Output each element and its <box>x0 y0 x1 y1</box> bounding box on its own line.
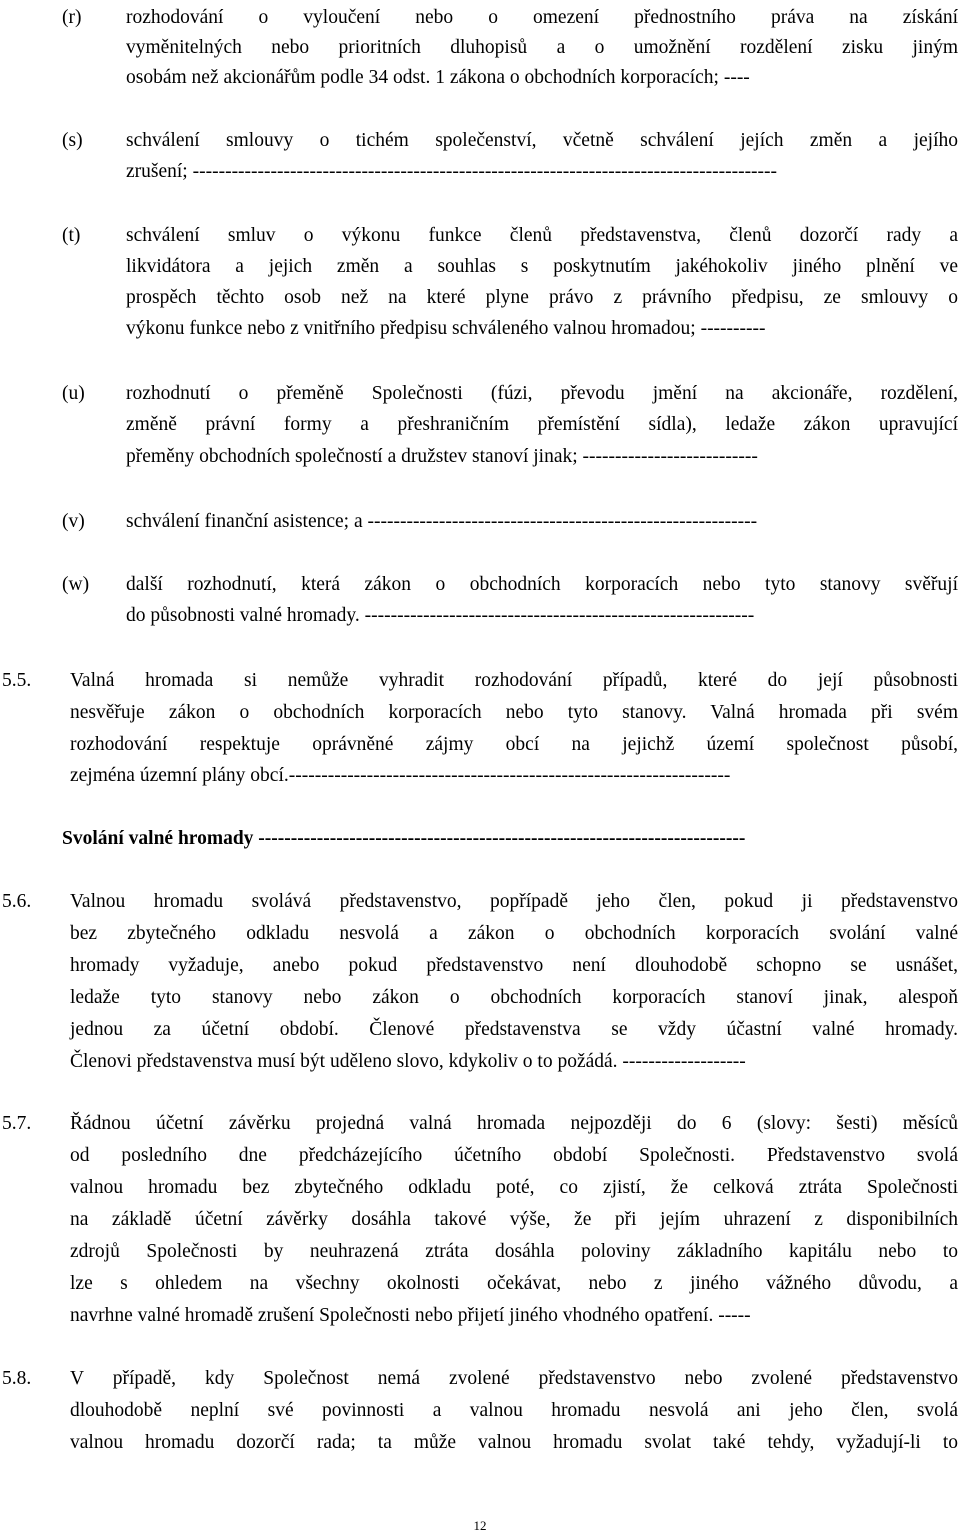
item-u-line-3: přeměny obchodních společností a družstev stanoví jinak; --------------------------- <box>126 446 758 467</box>
section-5-7-line-7: navrhne valné hromadě zrušení Společnosti nebo přijetí jiného vhodného opatření. ----- <box>70 1305 751 1326</box>
item-w-line-1: další rozhodnutí, která zákon o obchodních korporacích nebo tyto stanovy svěřují <box>126 574 958 595</box>
list-label-t: (t) <box>62 225 81 246</box>
section-5-7-line-3: valnou hromadu bez zbytečného odkladu poté, co zjistí, že celková ztráta Společnosti <box>70 1177 958 1198</box>
section-5-7-line-5: zdrojů Společnosti by neuhrazená ztráta dosáhla poloviny základního kapitálu nebo to <box>70 1241 958 1262</box>
section-5-7-line-4: na základě účetní závěrky dosáhla takové výše, že při jejím uhrazení z disponibilních <box>70 1209 958 1230</box>
item-u-line-2: změně právní formy a přeshraničním přemístění sídla), ledaže zákon upravující <box>126 414 958 435</box>
section-5-5-line-4: zejména územní plány obcí.-------------------------------------------------------------------- <box>70 765 731 786</box>
section-5-6-line-6: Členovi představenstva musí být uděleno slovo, kdykoliv o to požádá. ------------------- <box>70 1051 746 1072</box>
section-5-6-line-5: jednou za účetní období. Členové představenstva se vždy účastní valné hromady. <box>70 1019 958 1040</box>
list-label-u: (u) <box>62 383 85 404</box>
list-label-w: (w) <box>62 574 90 595</box>
item-v-line-1: schválení finanční asistence; a ------------------------------------------------------------ <box>126 511 758 532</box>
item-t-line-3: prospěch těchto osob než na které plyne právo z právního předpisu, ze smlouvy o <box>126 287 958 308</box>
section-5-7-line-1: Řádnou účetní závěrku projedná valná hromada nejpozději do 6 (slovy: šesti) měsíců <box>70 1113 958 1134</box>
list-label-s: (s) <box>62 130 83 151</box>
section-5-8-line-3: valnou hromadu dozorčí rada; ta může valnou hromadu svolat také tehdy, vyžadují-li to <box>70 1432 958 1453</box>
section-heading-svolani: Svolání valné hromady --------------------------------------------------------------------------- <box>62 828 746 849</box>
section-number-5-6: 5.6. <box>2 891 32 912</box>
item-t-line-2: likvidátora a jejich změn a souhlas s poskytnutím jakéhokoliv jiného plnění ve <box>126 256 958 277</box>
section-5-5-line-1: Valná hromada si nemůže vyhradit rozhodování případů, které do její působnosti <box>70 670 958 691</box>
section-5-6-line-2: bez zbytečného odkladu nesvolá a zákon o obchodních korporacích svolání valné <box>70 923 958 944</box>
section-5-5-line-2: nesvěřuje zákon o obchodních korporacích nebo tyto stanovy. Valná hromada při svém <box>70 702 958 723</box>
section-5-7-line-2: od posledního dne předcházejícího účetního období Společnosti. Představenstvo svolá <box>70 1145 958 1166</box>
item-r-line-2: vyměnitelných nebo prioritních dluhopisů a o umožnění rozdělení zisku jiným <box>126 37 958 58</box>
section-5-8-line-2: dlouhodobě neplní své povinnosti a valnou hromadu nesvolá ani jeho člen, svolá <box>70 1400 958 1421</box>
item-r-line-1: rozhodování o vyloučení nebo o omezení přednostního práva na získání <box>126 7 958 28</box>
list-label-r: (r) <box>62 7 82 28</box>
section-number-5-7: 5.7. <box>2 1113 32 1134</box>
section-number-5-8: 5.8. <box>2 1368 32 1389</box>
item-s-line-2: zrušení; ------------------------------------------------------------------------------------------ <box>126 161 778 182</box>
list-label-v: (v) <box>62 511 85 532</box>
section-5-7-line-6: lze s ohledem na všechny okolnosti očekávat, nebo z jiného vážného důvodu, a <box>70 1273 958 1294</box>
section-5-5-line-3: rozhodování respektuje oprávněné zájmy obcí na jejichž území společnost působí, <box>70 734 958 755</box>
section-5-8-line-1: V případě, kdy Společnost nemá zvolené představenstvo nebo zvolené představenstvo <box>70 1368 958 1389</box>
item-u-line-1: rozhodnutí o přeměně Společnosti (fúzi, převodu jmění na akcionáře, rozdělení, <box>126 383 958 404</box>
item-t-line-1: schválení smluv o výkonu funkce členů představenstva, členů dozorčí rady a <box>126 225 958 246</box>
item-w-line-2: do působnosti valné hromady. ------------------------------------------------------------ <box>126 605 755 626</box>
page-number: 12 <box>473 1518 487 1533</box>
section-5-6-line-4: ledaže tyto stanovy nebo zákon o obchodních korporacích stanoví jinak, alespoň <box>70 987 958 1008</box>
section-5-6-line-1: Valnou hromadu svolává představenstvo, popřípadě jeho člen, pokud ji představenstvo <box>70 891 958 912</box>
section-5-6-line-3: hromady vyžaduje, anebo pokud představenstvo není dlouhodobě schopno se usnášet, <box>70 955 958 976</box>
item-r-line-3: osobám než akcionářům podle 34 odst. 1 zákona o obchodních korporacích; ---- <box>126 67 750 88</box>
item-t-line-4: výkonu funkce nebo z vnitřního předpisu schváleného valnou hromadou; ---------- <box>126 318 766 339</box>
section-number-5-5: 5.5. <box>2 670 32 691</box>
item-s-line-1: schválení smlouvy o tichém společenství, včetně schválení jejích změn a jejího <box>126 130 958 151</box>
